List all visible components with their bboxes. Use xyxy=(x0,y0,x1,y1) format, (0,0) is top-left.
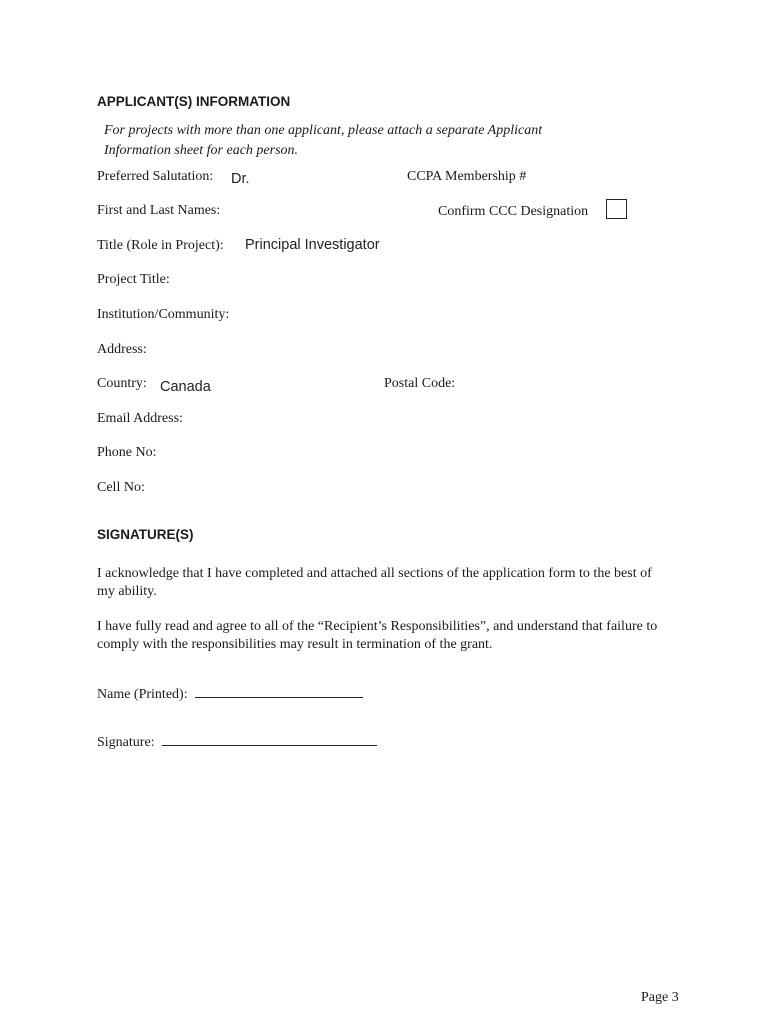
responsibilities-paragraph: I have fully read and agree to all of the “Recipient’s Responsibilities”, and understand that failure to comply with the responsibilities may result in termination of the grant. xyxy=(97,619,658,652)
signature-row xyxy=(97,731,377,751)
email-label: Email Address: xyxy=(97,411,183,426)
applicant-info-heading: APPLICANT(S) INFORMATION xyxy=(97,94,291,109)
name-printed-line[interactable] xyxy=(195,683,363,698)
signature-label: Signature: xyxy=(97,735,155,750)
applicant-note-line1: For projects with more than one applicant, please attach a separate Applicant xyxy=(104,123,543,138)
ccpa-membership-label: CCPA Membership # xyxy=(407,169,527,184)
name-printed-row xyxy=(97,683,363,703)
cell-label: Cell No: xyxy=(97,480,145,495)
country-field[interactable]: Canada xyxy=(160,379,211,395)
project-title-label: Project Title: xyxy=(97,272,170,287)
names-label: First and Last Names: xyxy=(97,203,221,218)
ccc-designation-label: Confirm CCC Designation xyxy=(438,204,589,219)
title-role-field[interactable]: Principal Investigator xyxy=(245,237,380,253)
salutation-label: Preferred Salutation: xyxy=(97,169,214,184)
signatures-heading: SIGNATURE(S) xyxy=(97,527,194,542)
acknowledgement-paragraph: I acknowledge that I have completed and attached all sections of the application form to the best of my ability. xyxy=(97,566,652,599)
country-label: Country: xyxy=(97,376,147,391)
page-number: Page 3 xyxy=(641,990,679,1005)
name-printed-label: Name (Printed): xyxy=(97,687,188,702)
applicant-note-line2: Information sheet for each person. xyxy=(104,143,299,158)
address-label: Address: xyxy=(97,342,147,357)
institution-label: Institution/Community: xyxy=(97,307,230,322)
ccc-designation-checkbox[interactable] xyxy=(606,199,627,219)
signature-line[interactable] xyxy=(162,731,377,746)
postal-code-label: Postal Code: xyxy=(384,376,456,391)
phone-label: Phone No: xyxy=(97,445,157,460)
salutation-field[interactable]: Dr. xyxy=(231,171,250,187)
title-role-label: Title (Role in Project): xyxy=(97,238,224,253)
